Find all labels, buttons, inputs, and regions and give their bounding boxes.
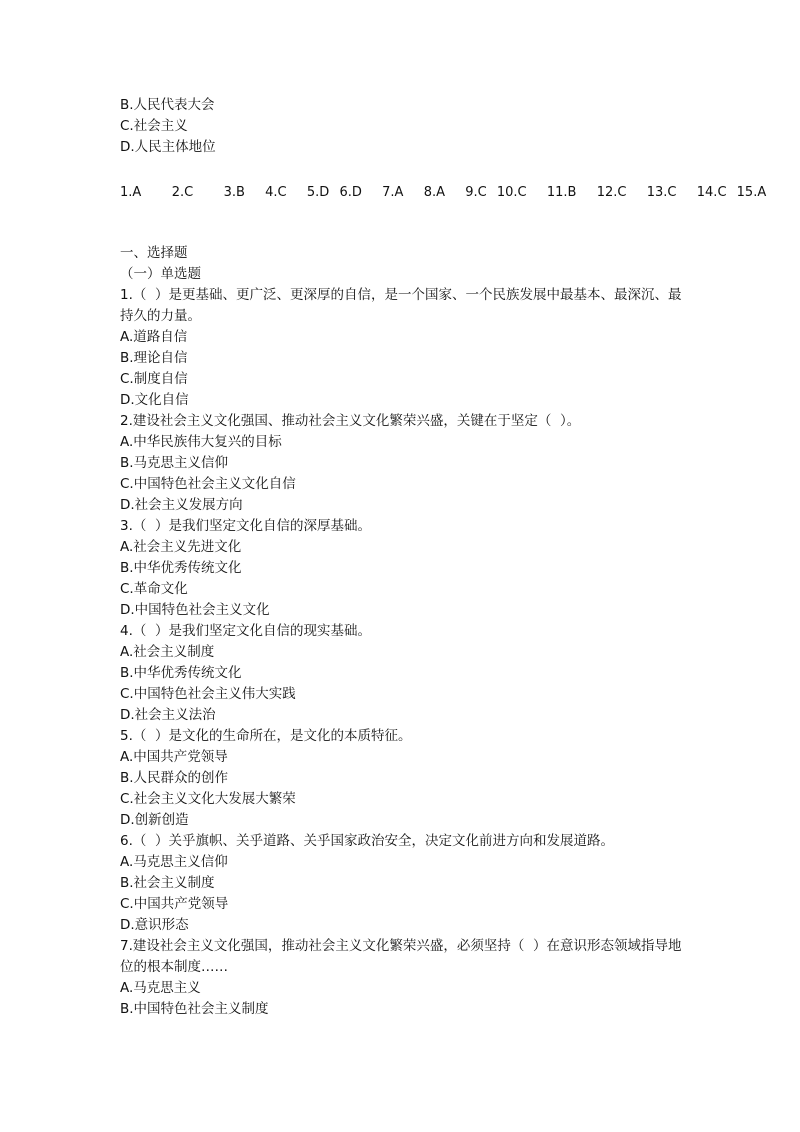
option: A.中国共产党领导	[120, 749, 228, 765]
question-1	[120, 285, 690, 411]
question-stem: 2.建设社会主义文化强国、推动社会主义文化繁荣兴盛，关键在于坚定（ ）。	[120, 413, 581, 429]
option: D.社会主义发展方向	[120, 497, 243, 513]
question-stem: 7.建设社会主义文化强国，推动社会主义文化繁荣兴盛，必须坚持（ ）在意识形态领域指导地位的根本制度……	[120, 938, 682, 975]
question-7	[120, 936, 690, 1020]
option: C.中国特色社会主义文化自信	[120, 476, 296, 492]
question-2	[120, 411, 690, 516]
previous-question-options	[120, 95, 690, 158]
question-3	[120, 516, 690, 621]
option: A.马克思主义	[120, 980, 201, 996]
question-stem: 1.（ ）是更基础、更广泛、更深厚的自信，是一个国家、一个民族发展中最基本、最深沉、最持久的力量。	[120, 287, 682, 324]
option: A.社会主义制度	[120, 644, 215, 660]
option: A.马克思主义信仰	[120, 854, 228, 870]
option: B.中华优秀传统文化	[120, 665, 242, 681]
question-section	[120, 243, 690, 1020]
question-stem: 5.（ ）是文化的生命所在，是文化的本质特征。	[120, 728, 412, 744]
option: D.人民主体地位	[120, 139, 216, 155]
option: A.道路自信	[120, 329, 188, 345]
option: B.马克思主义信仰	[120, 455, 229, 471]
question-stem: 4.（ ）是我们坚定文化自信的现实基础。	[120, 623, 371, 639]
option: C.革命文化	[120, 581, 188, 597]
option: D.社会主义法治	[120, 707, 216, 723]
option: C.中国特色社会主义伟大实践	[120, 686, 296, 702]
subsection-title: （一）单选题	[120, 266, 201, 282]
option: D.创新创造	[120, 812, 189, 828]
option: D.文化自信	[120, 392, 189, 408]
option: B.人民代表大会	[120, 97, 215, 113]
section-title: 一、选择题	[120, 245, 188, 261]
option: B.人民群众的创作	[120, 770, 229, 786]
option: C.社会主义	[120, 118, 188, 134]
option: A.中华民族伟大复兴的目标	[120, 434, 282, 450]
option: C.中国共产党领导	[120, 896, 229, 912]
option: A.社会主义先进文化	[120, 539, 242, 555]
option: B.社会主义制度	[120, 875, 215, 891]
option: C.社会主义文化大发展大繁荣	[120, 791, 296, 807]
question-4	[120, 621, 690, 726]
option: D.中国特色社会主义文化	[120, 602, 270, 618]
option: B.中华优秀传统文化	[120, 560, 242, 576]
question-5	[120, 726, 690, 831]
question-stem: 6.（ ）关乎旗帜、关乎道路、关乎国家政治安全，决定文化前进方向和发展道路。	[120, 833, 614, 849]
option: B.理论自信	[120, 350, 188, 366]
question-stem: 3.（ ）是我们坚定文化自信的深厚基础。	[120, 518, 371, 534]
option: D.意识形态	[120, 917, 189, 933]
option: B.中国特色社会主义制度	[120, 1001, 269, 1017]
answer-key: 1.A 2.C 3.B 4.C 5.D 6.D 7.A 8.A 9.C 10.C 11.B 12.C 13.C 14.C 15.A	[120, 185, 767, 200]
question-6	[120, 831, 690, 936]
option: C.制度自信	[120, 371, 188, 387]
